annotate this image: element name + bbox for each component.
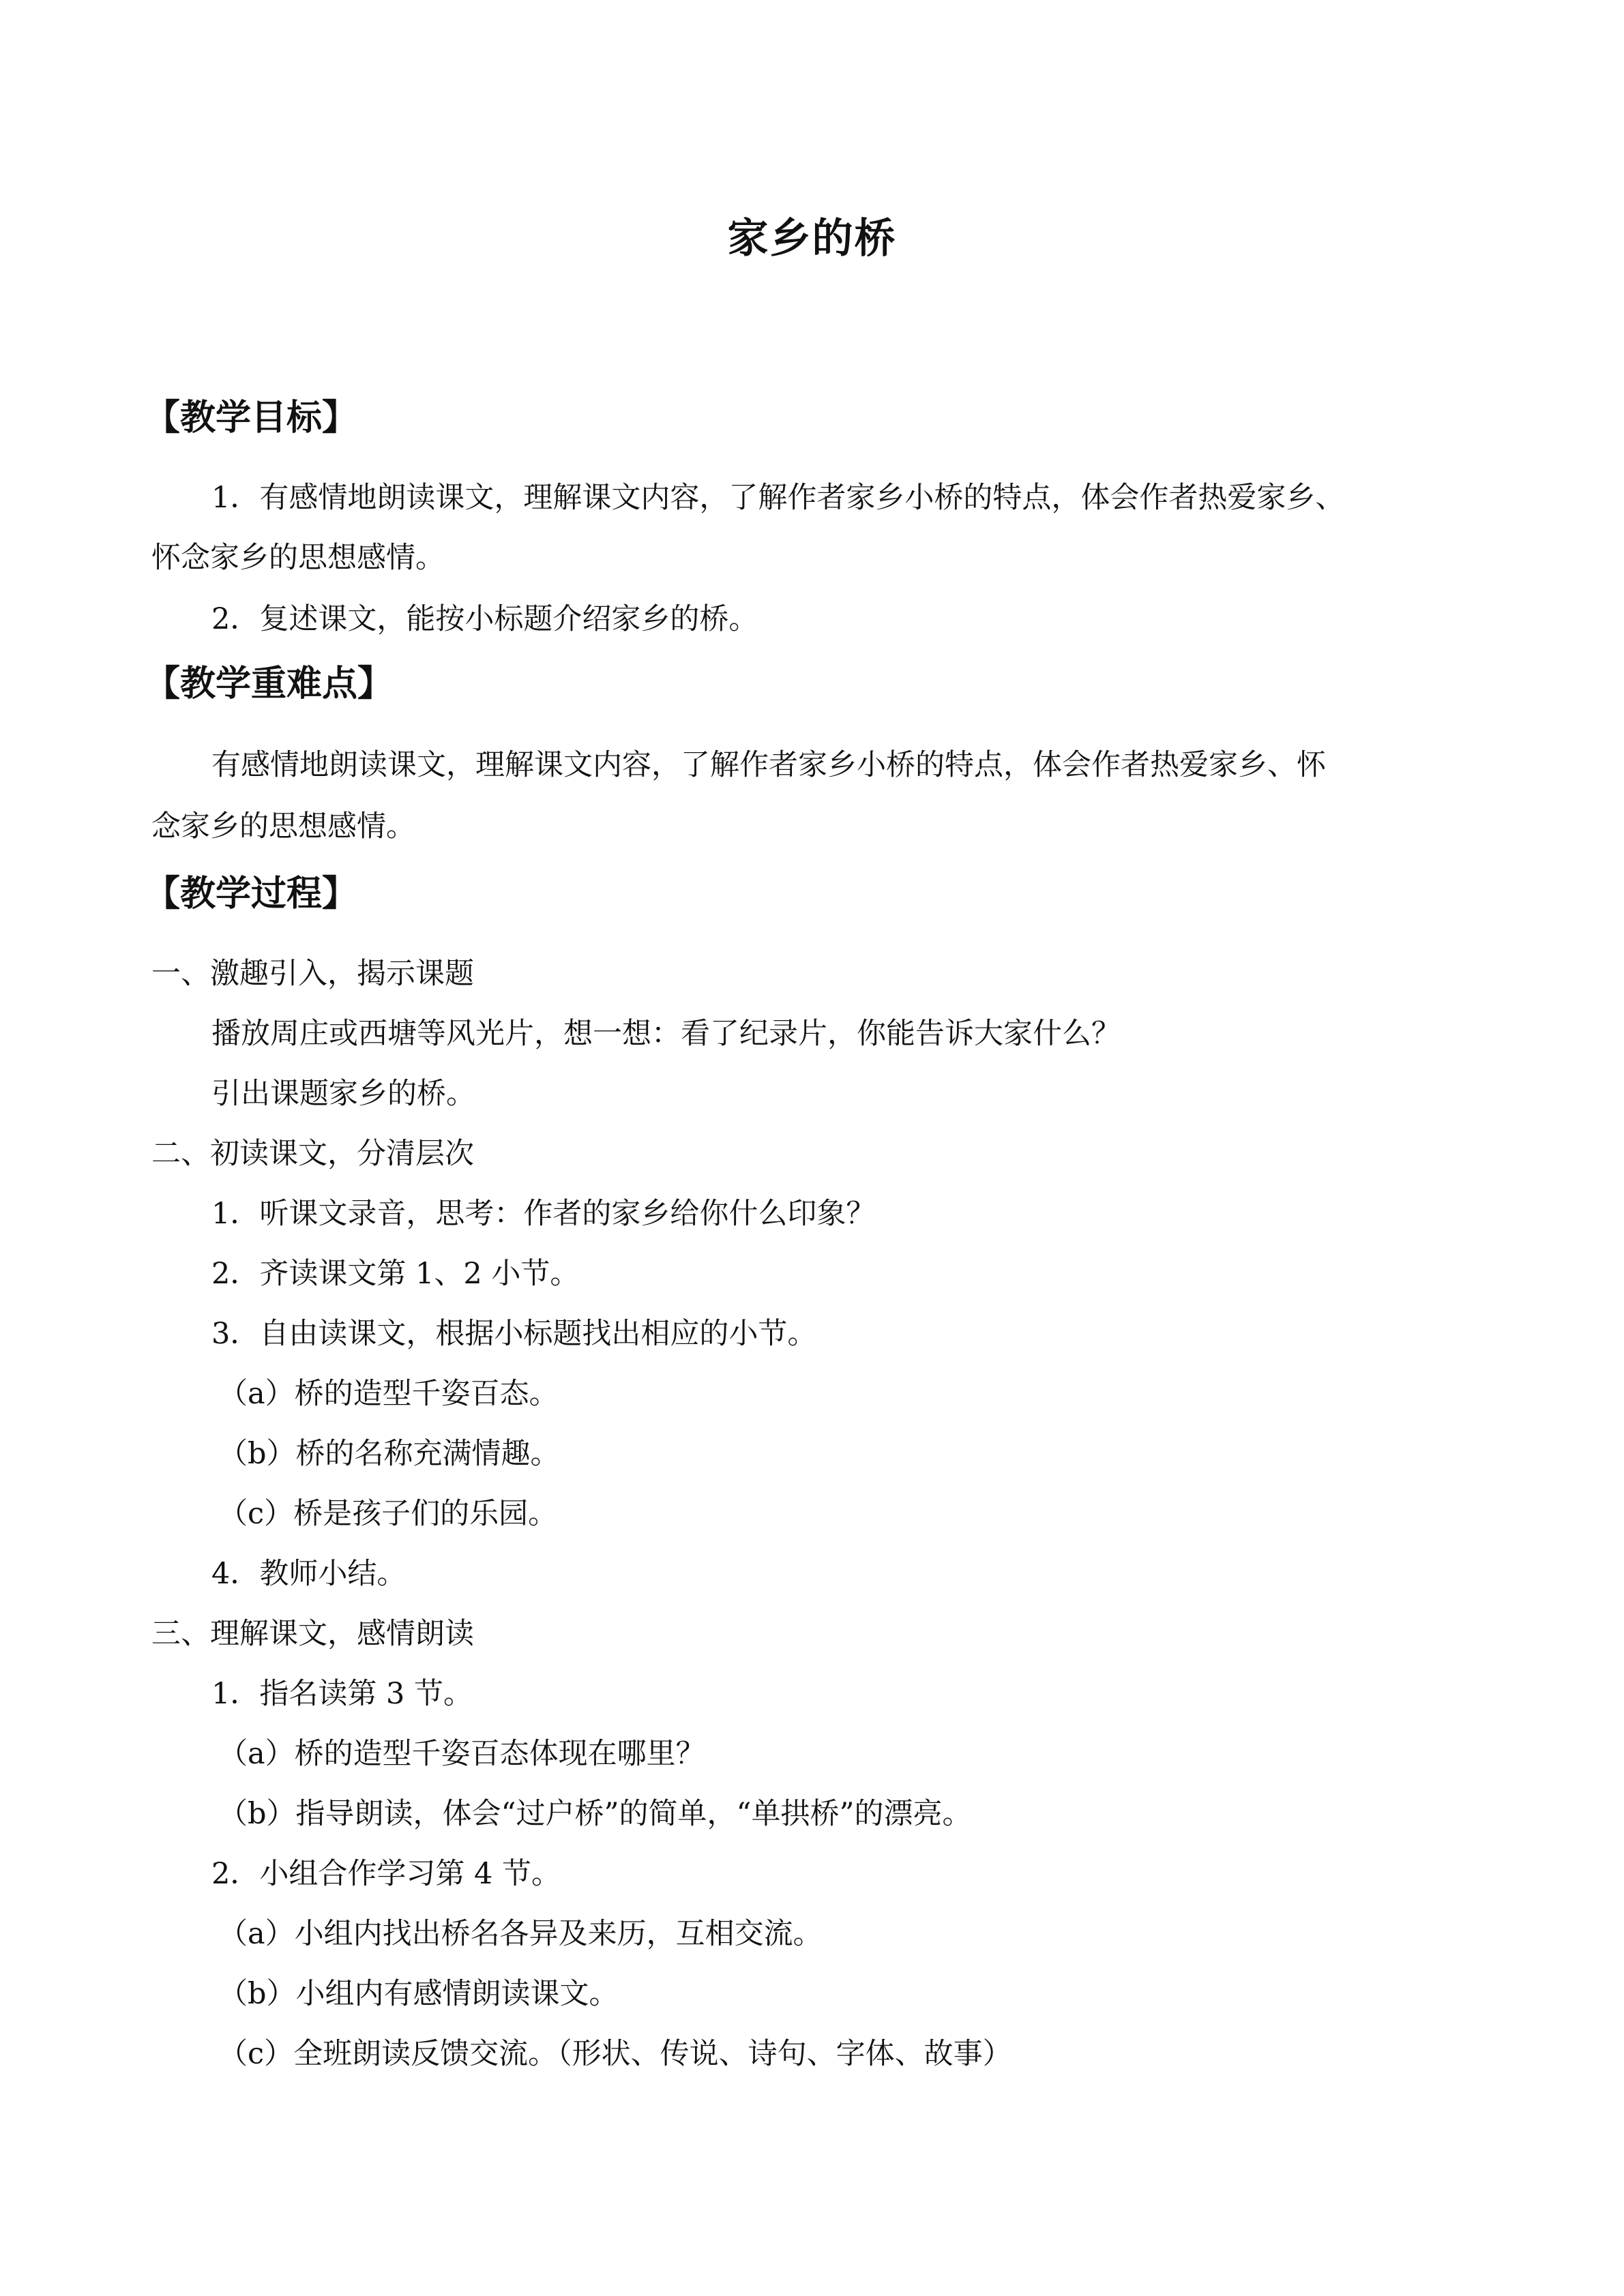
process-part-2-item: 3．自由读课文，根据小标题找出相应的小节。 [211,1317,817,1351]
process-part-3-subitem: （a）桥的造型千姿百态体现在哪里？ [218,1737,705,1771]
objective-2: 2．复述课文，能按小标题介绍家乡的桥。 [211,602,758,636]
process-part-2-item: 2．齐读课文第 1、2 小节。 [211,1257,580,1291]
process-part-3-item: 1．指名读第 3 节。 [211,1677,473,1711]
process-part-3-subitem: （b）小组内有感情朗读课文。 [218,1977,619,2011]
section-heading-objectives: 【教学目标】 [145,398,358,438]
objective-1-line-1: 1．有感情地朗读课文，理解课文内容，了解作者家乡小桥的特点，体会作者热爱家乡、 [211,481,1345,515]
process-part-1-item: 播放周庄或西塘等风光片，想一想：看了纪录片，你能告诉大家什么？ [211,1017,1121,1051]
process-part-1-item: 引出课题家乡的桥。 [211,1077,475,1111]
section-heading-process: 【教学过程】 [145,874,358,914]
section-heading-key-points: 【教学重难点】 [145,664,394,704]
process-part-2-subitem: （c）桥是孩子们的乐园。 [218,1497,558,1531]
page-title: 家乡的桥 [727,215,897,263]
process-part-3-subitem: （c）全班朗读反馈交流。（形状、传说、诗句、字体、故事） [218,2037,1012,2071]
process-part-2-title: 二、初读课文，分清层次 [151,1137,474,1171]
process-part-3-item: 2．小组合作学习第 4 节。 [211,1857,561,1891]
process-part-3-subitem: （a）小组内找出桥名各异及来历，互相交流。 [218,1917,823,1951]
key-points-line-2: 念家乡的思想感情。 [151,809,415,844]
process-part-1-title: 一、激趣引入，揭示课题 [151,957,474,991]
process-part-2-subitem: （b）桥的名称充满情趣。 [218,1437,560,1471]
process-part-2-item: 1．听课文录音，思考：作者的家乡给你什么印象？ [211,1197,876,1231]
key-points-line-1: 有感情地朗读课文，理解课文内容，了解作者家乡小桥的特点，体会作者热爱家乡、怀 [211,748,1326,782]
objective-1-line-2: 怀念家乡的思想感情。 [151,541,445,575]
process-part-2-subitem: （a）桥的造型千姿百态。 [218,1377,559,1411]
process-part-2-item: 4．教师小结。 [211,1557,407,1591]
process-part-3-subitem: （b）指导朗读，体会“过户桥”的简单，“单拱桥”的漂亮。 [218,1797,972,1831]
process-part-3-title: 三、理解课文，感情朗读 [151,1617,474,1651]
